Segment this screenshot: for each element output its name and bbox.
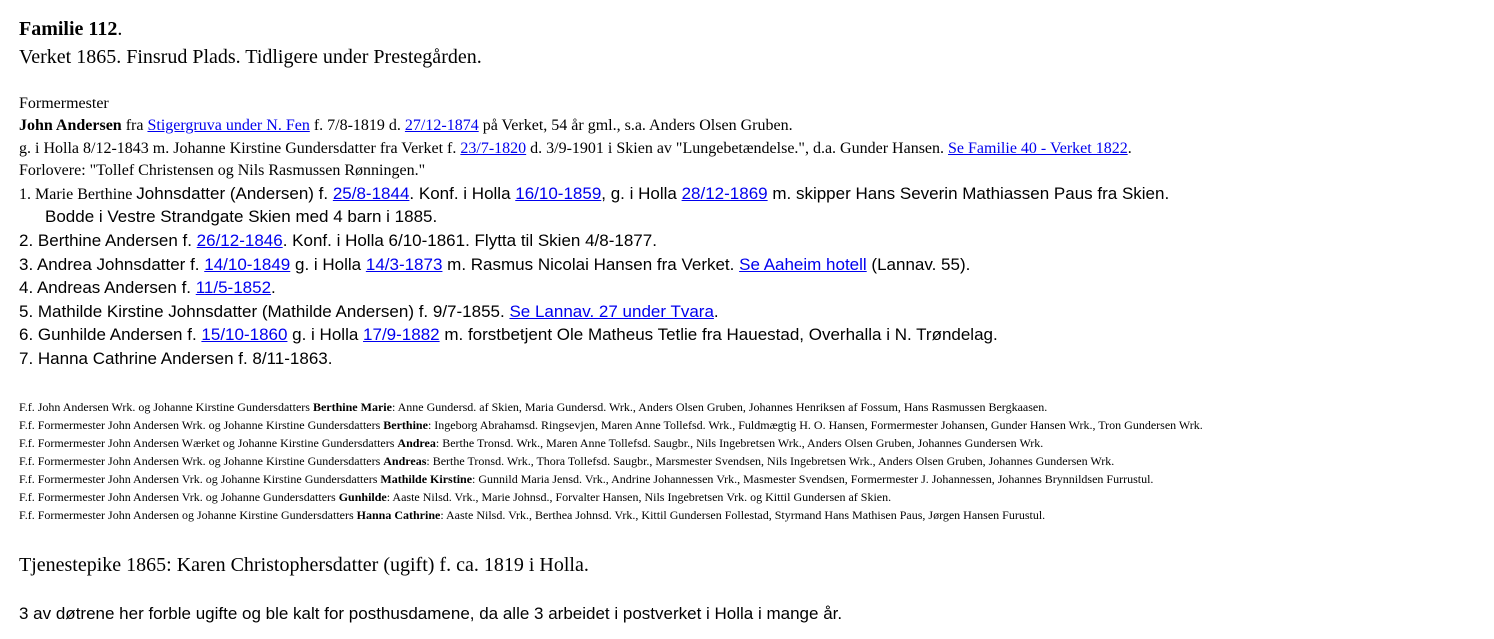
- child-7: 7. Hanna Cathrine Andersen f. 8/11-1863.: [19, 349, 333, 368]
- child-6-marriage-link[interactable]: 17/9-1882: [363, 325, 440, 344]
- child-3-marriage-link[interactable]: 14/3-1873: [365, 255, 443, 274]
- john-line: John Andersen fra Stigergruva under N. Fen f. 7/8-1819 d. 27/12-1874 på Verket, 54 år gml., s.a. Anders Olsen Gruben.: [19, 117, 793, 134]
- child-6: 6. Gunhilde Andersen f. 15/10-1860 g. i Holla 17/9-1882 m. forstbetjent Ole Matheus Tetlie fra Hauestad, Overhalla i N. Trøndelag.: [19, 325, 998, 344]
- godparents-line-4: F.f. Formermester John Andersen Wrk. og Johanne Kirstine Gundersdatters Andreas: Berthe Tronsd. Wrk., Thora Tollefsd. Saugbr., Marsmester Svendsen, Nils Ingebretsen Wrk., Anders Olsen Gruben, Johannes Gundersen Wrk.: [19, 454, 1115, 468]
- godparents-line-3: F.f. Formermester John Andersen Wærket og Johanne Kirstine Gundersdatters Andrea: Berthe Tronsd. Wrk., Maren Anne Tollefsd. Saugbr., Nils Ingebretsen Wrk., Anders Olsen Gruben, Johannes Gundersen Wrk.: [19, 436, 1044, 450]
- page-subtitle: Verket 1865. Finsrud Plads. Tidligere under Prestegården.: [19, 46, 482, 68]
- godparents-line-5: F.f. Formermester John Andersen Vrk. og Johanne Kirstine Gundersdatters Mathilde Kirstine: Gunnild Maria Jensd. Vrk., Andrine Johannessen Vrk., Masmester Svendsen, Formermester J. Johannessen, Johannes Brynnildsen Furrustul.: [19, 472, 1154, 486]
- godparents-line-2: F.f. Formermester John Andersen Wrk. og Johanne Kirstine Gundersdatters Berthine: Ingeborg Abrahamsd. Ringsevjen, Maren Anne Tollefsd. Wrk., Fuldmægtig H. O. Hansen, Formermester Johansen, Gunder Hansen Wrk., Tron Gundersen Wrk.: [19, 418, 1203, 432]
- godparents-line-6: F.f. Formermester John Andersen Vrk. og Johanne Gundersdatters Gunhilde: Aaste Nilsd. Vrk., Marie Johnsd., Forvalter Hansen, Nils Ingebretsen Vrk. og Kittil Gundersen af Skien.: [19, 490, 892, 504]
- child-1-marriage-link[interactable]: 28/12-1869: [681, 184, 768, 203]
- wife-birth-link[interactable]: 23/7-1820: [460, 140, 527, 157]
- child-4: 4. Andreas Andersen f. 11/5-1852.: [19, 278, 276, 297]
- family-title: Familie 112: [19, 18, 118, 40]
- person-name: John Andersen: [19, 117, 122, 134]
- birthplace-link[interactable]: Stigergruva under N. Fen: [147, 117, 310, 134]
- footer-note: 3 av døtrene her forble ugifte og ble kalt for posthusdamene, da alle 3 arbeidet i postverket i Holla i mange år.: [19, 604, 843, 623]
- lannav-27-link[interactable]: Se Lannav. 27 under Tvara: [509, 302, 714, 321]
- child-1-continuation: Bodde i Vestre Strandgate Skien med 4 barn i 1885.: [45, 207, 438, 226]
- death-date-link[interactable]: 27/12-1874: [404, 117, 479, 134]
- child-6-birth-link[interactable]: 15/10-1860: [201, 325, 288, 344]
- child-1: 1. Marie Berthine Johnsdatter (Andersen) f. 25/8-1844. Konf. i Holla 16/10-1859, g. i Holla 28/12-1869 m. skipper Hans Severin Mathiassen Paus fra Skien.: [19, 184, 1170, 203]
- child-3: 3. Andrea Johnsdatter f. 14/10-1849 g. i Holla 14/3-1873 m. Rasmus Nicolai Hansen fra Verket. Se Aaheim hotell (Lannav. 55).: [19, 255, 971, 274]
- child-2: 2. Berthine Andersen f. 26/12-1846. Konf. i Holla 6/10-1861. Flytta til Skien 4/8-1877.: [19, 231, 657, 250]
- witnesses-line: Forlovere: "Tollef Christensen og Nils Rasmussen Rønningen.": [19, 162, 426, 179]
- aaheim-hotell-link[interactable]: Se Aaheim hotell: [739, 255, 867, 274]
- family-40-link[interactable]: Se Familie 40 - Verket 1822: [948, 140, 1128, 157]
- title-dot: .: [117, 18, 123, 40]
- marriage-line: g. i Holla 8/12-1843 m. Johanne Kirstine Gundersdatter fra Verket f. 23/7-1820 d. 3/9-1901 i Skien av "Lungebetændelse.", d.a. Gunder Hansen. Se Familie 40 - Verket 1822.: [19, 140, 1132, 157]
- child-1-confirmation-link[interactable]: 16/10-1859: [515, 184, 602, 203]
- role-label: Formermester: [19, 95, 109, 112]
- servant-line: Tjenestepike 1865: Karen Christophersdatter (ugift) f. ca. 1819 i Holla.: [19, 554, 589, 576]
- child-5: 5. Mathilde Kirstine Johnsdatter (Mathilde Andersen) f. 9/7-1855. Se Lannav. 27 under Tvara.: [19, 302, 719, 321]
- child-3-birth-link[interactable]: 14/10-1849: [204, 255, 291, 274]
- child-2-birth-link[interactable]: 26/12-1846: [196, 231, 283, 250]
- page-title: [19, 18, 122, 41]
- godparents-line-7: F.f. Formermester John Andersen og Johanne Kirstine Gundersdatters Hanna Cathrine: Aaste Nilsd. Vrk., Berthea Johnsd. Vrk., Kittil Gundersen Follestad, Styrmand Hans Mathisen Paus, Jørgen Hansen Furustul.: [19, 508, 1046, 522]
- child-4-birth-link[interactable]: 11/5-1852: [195, 278, 272, 297]
- godparents-line-1: F.f. John Andersen Wrk. og Johanne Kirstine Gundersdatters Berthine Marie: Anne Gundersd. af Skien, Maria Gundersd. Wrk., Anders Olsen Gruben, Johannes Henriksen af Fossum, Hans Rasmussen Bergkaasen.: [19, 400, 1048, 414]
- child-1-birth-link[interactable]: 25/8-1844: [332, 184, 410, 203]
